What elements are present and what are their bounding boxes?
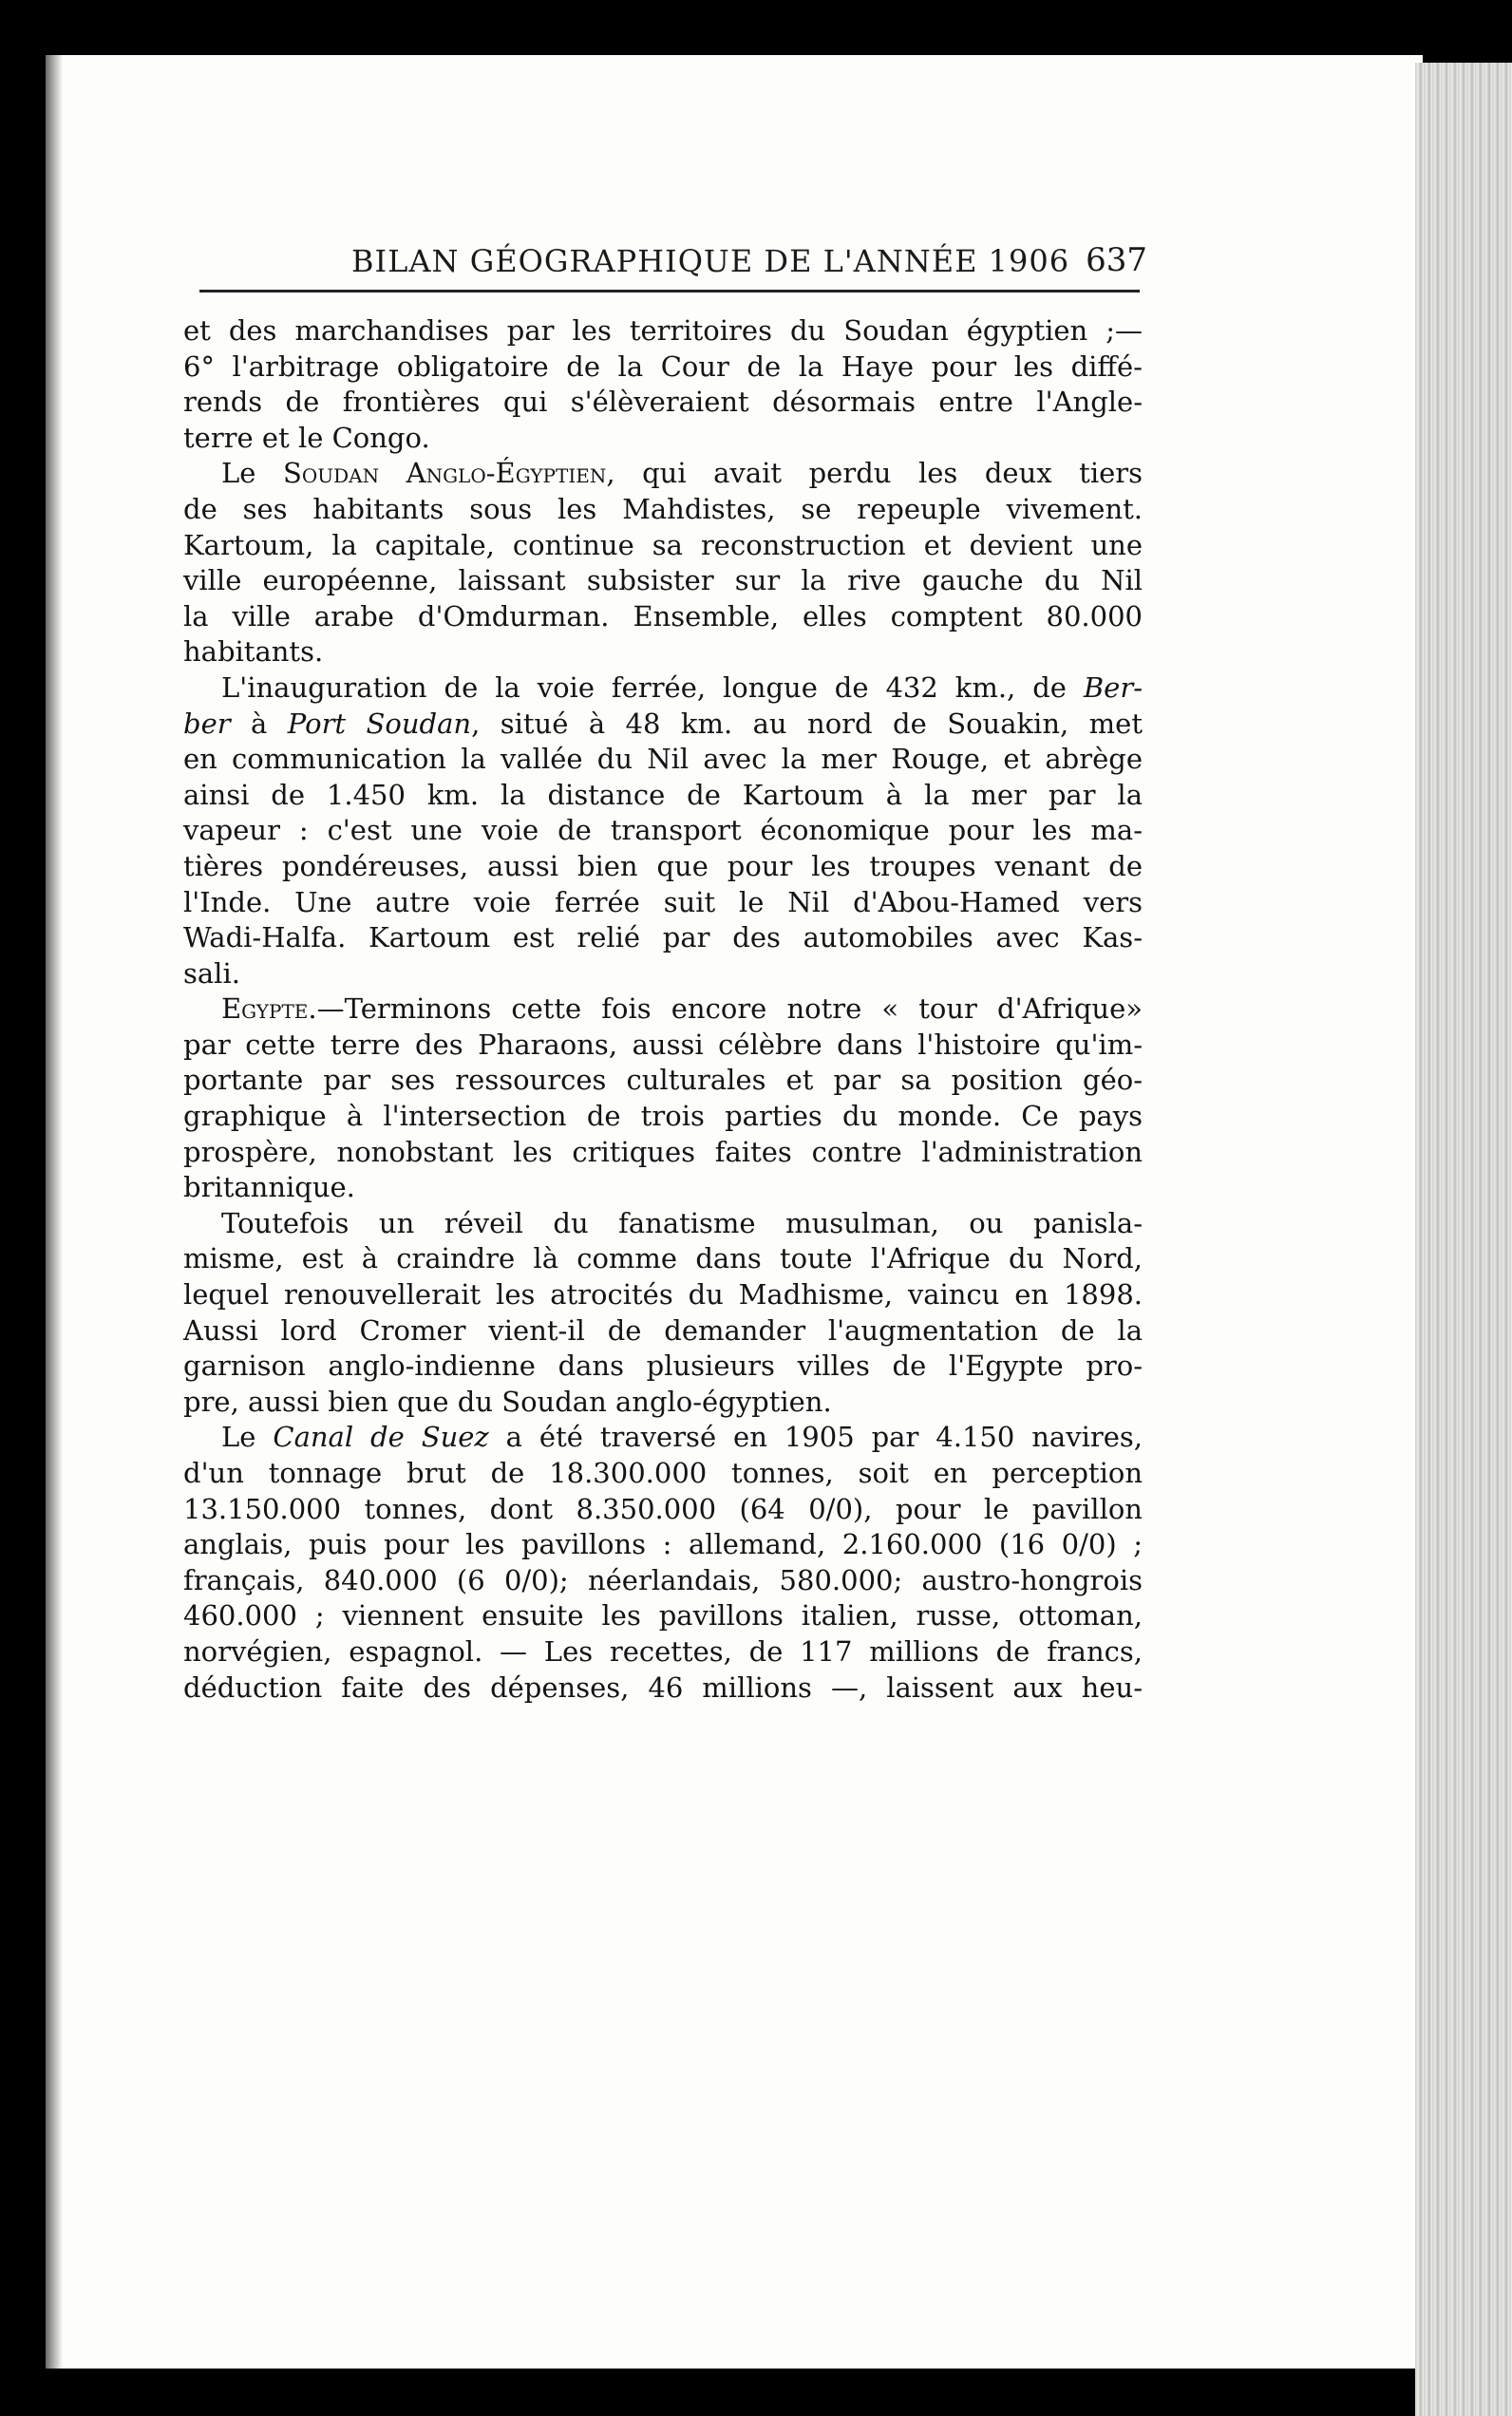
text-line: par cette terre des Pharaons, aussi célèbre dans l'histoire qu'im- xyxy=(183,1028,1143,1061)
page-number: 637 xyxy=(1086,241,1147,279)
text-line-soudan: Le Soudan Anglo-Égyptien, qui avait perdu les deux tiers xyxy=(221,457,1143,490)
page-edges xyxy=(1415,63,1512,2416)
text-line-inauguration: L'inauguration de la voie ferrée, longue de 432 km., de Ber- xyxy=(221,670,1143,704)
running-header xyxy=(199,236,1147,293)
text-line: garnison anglo-indienne dans plusieurs villes de l'Egypte pro- xyxy=(183,1350,1143,1383)
text-line: prospère, nonobstant les critiques faites contre l'administration xyxy=(183,1135,1143,1168)
text-line: sali. xyxy=(183,956,240,990)
text-line: ville européenne, laissant subsister sur la rive gauche du Nil xyxy=(183,564,1143,597)
text-line: de ses habitants sous les Mahdistes, se repeuple vivement. xyxy=(183,492,1143,525)
text-line: anglais, puis pour les pavillons : allemand, 2.160.000 (16 0/0) ; xyxy=(183,1528,1143,1561)
text-line: portante par ses ressources culturales et par sa position géo- xyxy=(183,1064,1143,1097)
text-line: rends de frontières qui s'élèveraient désormais entre l'Angle- xyxy=(183,386,1143,419)
text-line: 13.150.000 tonnes, dont 8.350.000 (64 0/0), pour le pavillon xyxy=(183,1492,1143,1525)
text-line-canal: Le Canal de Suez a été traversé en 1905 par 4.150 navires, xyxy=(221,1421,1143,1454)
text-line-port-soudan: ber à Port Soudan, situé à 48 km. au nord de Souakin, met xyxy=(183,707,1143,740)
text-line: 6° l'arbitrage obligatoire de la Cour de la Haye pour les diffé- xyxy=(183,349,1143,383)
header-rule xyxy=(199,290,1140,293)
page-gutter-shadow xyxy=(46,55,63,2369)
text-line: tières pondéreuses, aussi bien que pour les troupes venant de xyxy=(183,849,1143,882)
text-line: misme, est à craindre là comme dans toute l'Afrique du Nord, xyxy=(183,1242,1143,1275)
text-line: vapeur : c'est une voie de transport économique pour les ma- xyxy=(183,814,1143,847)
page-body xyxy=(183,313,1143,1706)
heading-egypte: Egypte xyxy=(221,992,309,1026)
text-line: d'un tonnage brut de 18.300.000 tonnes, soit en perception xyxy=(183,1457,1143,1489)
text-line: britannique. xyxy=(183,1171,355,1204)
text-line: 460.000 ; viennent ensuite les pavillons italien, russe, ottoman, xyxy=(183,1599,1143,1633)
text-line: lequel renouvellerait les atrocités du Madhisme, vaincu en 1898. xyxy=(183,1278,1143,1312)
text-line: Toutefois un réveil du fanatisme musulman, ou panisla- xyxy=(221,1206,1143,1239)
text-line: Aussi lord Cromer vient-il de demander l'augmentation de la xyxy=(183,1313,1143,1347)
text-line: Wadi-Halfa. Kartoum est relié par des automobiles avec Kas- xyxy=(183,921,1143,954)
text-line: norvégien, espagnol. — Les recettes, de 117 millions de francs, xyxy=(183,1634,1143,1668)
text-line: en communication la vallée du Nil avec la mer Rouge, et abrège xyxy=(183,743,1143,776)
text-line-egypte: Egypte.—Terminons cette fois encore notre « tour d'Afrique» xyxy=(221,992,1143,1026)
text-line: terre et le Congo. xyxy=(183,421,430,454)
text-line: et des marchandises par les territoires du Soudan égyptien ;— xyxy=(183,314,1143,347)
text-line: français, 840.000 (6 0/0); néerlandais, 580.000; austro-hongrois xyxy=(183,1563,1143,1596)
heading-soudan: Soudan Anglo-Égyptien xyxy=(282,457,607,490)
text-line: pre, aussi bien que du Soudan anglo-égyptien. xyxy=(183,1385,832,1418)
text-line: habitants. xyxy=(183,635,324,669)
text-line: la ville arabe d'Omdurman. Ensemble, elles comptent 80.000 xyxy=(183,599,1143,632)
text-line: graphique à l'intersection de trois parties du monde. Ce pays xyxy=(183,1100,1143,1133)
text-line: ainsi de 1.450 km. la distance de Kartoum à la mer par la xyxy=(183,778,1143,811)
text-line: Kartoum, la capitale, continue sa reconstruction et devient une xyxy=(183,528,1143,561)
text-line: l'Inde. Une autre voie ferrée suit le Nil d'Abou-Hamed vers xyxy=(183,885,1143,918)
text-line: déduction faite des dépenses, 46 millions —, laissent aux heu- xyxy=(183,1670,1143,1704)
running-title: BILAN GÉOGRAPHIQUE DE L'ANNÉE 1906 xyxy=(351,243,1070,279)
